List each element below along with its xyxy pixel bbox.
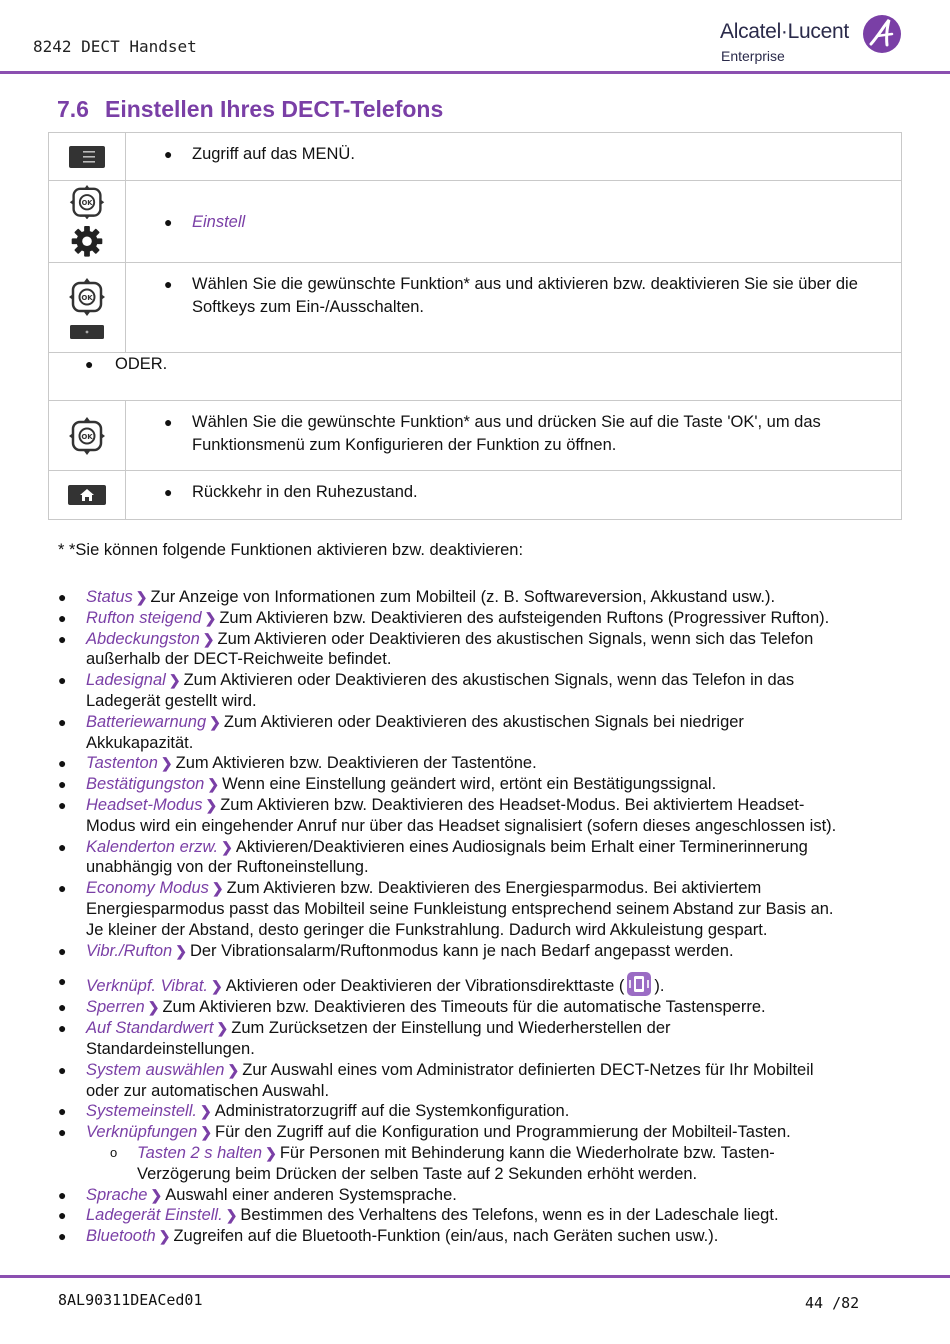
list-item: ● Rufton steigend ❯ Zum Aktivieren bzw. Deaktivieren des aufsteigenden Ruftons (Progressiver Rufton).	[58, 608, 830, 627]
svg-text:OK: OK	[81, 293, 93, 302]
navigator-ok-icon	[67, 185, 107, 219]
list-item: ● Headset-Modus ❯ Zum Aktivieren bzw. Deaktivieren des Headset-Modus. Bei aktiviertem Headset- Modus wird ein eingehender Anruf nur über das Headset signalisiert (sofern dieses angeschlossen ist).	[58, 795, 837, 835]
function-link[interactable]: Economy Modus	[86, 879, 209, 898]
list-subitem: o Tasten 2 s halten ❯ Für Personen mit Behinderung kann die Wiederholrate bzw. Tasten- Verzögerung beim Drücken der selben Taste auf 2 Sekunden erhöht werden.	[110, 1143, 775, 1183]
navigator-ok-icon	[67, 276, 107, 318]
functions-list	[58, 587, 898, 1247]
list-item: ● Auf Standardwert ❯ Zum Zurücksetzen der Einstellung und Wiederherstellen der Standardeinstellungen.	[58, 1019, 671, 1058]
list-item: ● Economy Modus ❯ Zum Aktivieren bzw. Deaktivieren des Energiesparmodus. Bei aktiviertem Energiesparmodus passt das Mobilteil seine Funkleistung entsprechend seinem Abstand zur Basis an. Je kleiner der Abstand, desto geringer die Funkstrahlung. Dadurch wird Akkuleistung gespart.	[58, 879, 834, 939]
function-link[interactable]: Verknüpfungen	[86, 1123, 198, 1142]
function-link[interactable]: Tasten 2 s halten	[137, 1143, 263, 1162]
step-row-home: ● Rückkehr in den Ruhezustand.	[49, 471, 901, 519]
list-item: ● Ladesignal ❯ Zum Aktivieren oder Deaktivieren des akustischen Signals, wenn das Telefon in das Ladegerät gestellt wird.	[58, 671, 795, 710]
document-code: 8AL90311DEACed01	[58, 1291, 203, 1309]
section-heading	[57, 96, 443, 123]
list-item: ● Abdeckungston ❯ Zum Aktivieren oder Deaktivieren des akustischen Signals, wenn sich das Telefon außerhalb der DECT-Reichweite befindet.	[58, 629, 814, 669]
menu-key-icon	[68, 145, 106, 169]
list-item: ● System auswählen ❯ Zur Auswahl eines vom Administrator definierten DECT-Netzes für Ihr Mobilteil oder zur automatischen Auswahl.	[58, 1060, 814, 1100]
function-link[interactable]: System auswählen	[86, 1060, 225, 1079]
list-item: ● Batteriewarnung ❯ Zum Aktivieren oder Deaktivieren des akustischen Signals bei niedriger Akkukapazität.	[58, 712, 744, 752]
softkey-icon	[69, 324, 105, 340]
step-row-settings: OK ● Einstell	[49, 181, 901, 263]
footer-divider	[0, 1275, 950, 1278]
function-link[interactable]: Sperren	[86, 998, 145, 1017]
header-divider	[0, 71, 950, 74]
function-link[interactable]: Kalenderton erzw.	[86, 837, 219, 856]
function-link[interactable]: Vibr./Rufton	[86, 941, 173, 960]
function-link[interactable]: Auf Standardwert	[86, 1019, 214, 1038]
settings-link[interactable]: Einstell	[192, 213, 246, 231]
step-text: Wählen Sie die gewünschte Funktion* aus und aktivieren bzw. deaktivieren Sie sie über die Softkeys zum Ein-/Ausschalten.	[192, 275, 858, 316]
gear-icon	[70, 225, 104, 258]
step-text: Zugriff auf das MENÜ.	[192, 145, 355, 163]
home-key-icon	[67, 484, 107, 506]
logo-subtitle: Enterprise	[721, 48, 785, 64]
function-link[interactable]: Ladegerät Einstell.	[86, 1206, 223, 1225]
step-row-configure: OK ● Wählen Sie die gewünschte Funktion* aus und drücken Sie auf die Taste 'OK', um das Funktionsmenü zum Konfigurieren der Funktion zu öffnen.	[49, 401, 901, 471]
list-item: ● Sprache ❯ Auswahl einer anderen Systemsprache.	[58, 1185, 457, 1204]
list-item: ● Bluetooth ❯ Zugreifen auf die Bluetooth-Funktion (ein/aus, nach Geräten suchen usw.).	[58, 1227, 719, 1246]
step-row-or: ● ODER.	[49, 353, 901, 401]
list-item: ● Vibr./Rufton ❯ Der Vibrationsalarm/Ruftonmodus kann je nach Bedarf angepasst werden.	[58, 941, 734, 960]
list-item: ● Verknüpf. Vibrat. ❯ Aktivieren oder Deaktivieren der Vibrationsdirekttaste ( ).	[58, 973, 665, 996]
svg-text:OK: OK	[81, 199, 93, 208]
function-link[interactable]: Sprache	[86, 1185, 148, 1204]
list-item: ● Status ❯ Zur Anzeige von Informationen zum Mobilteil (z. B. Softwareversion, Akkustand usw.).	[58, 588, 776, 606]
section-title-text: Einstellen Ihres DECT-Telefons	[104, 96, 444, 122]
function-link[interactable]: Systemeinstell.	[86, 1102, 197, 1121]
functions-note: * *Sie können folgende Funktionen aktivieren bzw. deaktivieren:	[58, 541, 524, 559]
list-item: ● Sperren ❯ Zum Aktivieren bzw. Deaktivieren des Timeouts für die automatische Tastensperre.	[58, 998, 766, 1017]
or-label: ODER.	[115, 355, 168, 373]
list-item: ● Bestätigungston ❯ Wenn eine Einstellung geändert wird, ertönt ein Bestätigungssignal.	[58, 775, 717, 794]
vibration-key-icon	[624, 971, 654, 997]
step-text: Wählen Sie die gewünschte Funktion* aus und drücken Sie auf die Taste 'OK', um das Funktionsmenü zum Konfigurieren der Funktion zu öffnen.	[192, 413, 821, 454]
function-link[interactable]: Batteriewarnung	[86, 712, 207, 731]
alcatel-logo-icon	[862, 14, 902, 54]
function-link[interactable]: Status	[86, 588, 133, 606]
function-link[interactable]: Bluetooth	[86, 1227, 156, 1246]
function-link[interactable]: Verknüpf. Vibrat.	[86, 977, 208, 996]
logo-wordmark: Alcatel·Lucent	[720, 20, 849, 43]
list-item: ● Kalenderton erzw. ❯ Aktivieren/Deaktivieren eines Audiosignals beim Erhalt einer Terminerinnerung unabhängig von der Ruftoneinstellung.	[58, 837, 808, 877]
list-item: ● Tastenton ❯ Zum Aktivieren bzw. Deaktivieren der Tastentöne.	[58, 754, 537, 773]
svg-text:OK: OK	[81, 432, 93, 441]
list-item: ● Verknüpfungen ❯ Für den Zugriff auf die Konfiguration und Programmierung der Mobilteil-Tasten.	[58, 1123, 791, 1142]
function-link[interactable]: Headset-Modus	[86, 795, 203, 814]
function-link[interactable]: Bestätigungston	[86, 775, 205, 794]
step-row-toggle: OK ● Wählen Sie die gewünschte Funktion* aus und aktivieren bzw. deaktivieren Sie sie über die Softkeys zum Ein-/Ausschalten.	[49, 263, 901, 353]
page-number: 44 /82	[805, 1294, 860, 1312]
section-number: 7.6	[57, 96, 89, 122]
list-item: ● Systemeinstell. ❯ Administratorzugriff auf die Systemkonfiguration.	[58, 1102, 570, 1121]
function-link[interactable]: Ladesignal	[86, 671, 166, 690]
document-title: 8242 DECT Handset	[33, 37, 197, 56]
step-row-menu: ● Zugriff auf das MENÜ.	[49, 133, 901, 181]
company-logo	[702, 14, 902, 66]
navigator-ok-icon	[67, 415, 107, 457]
list-item: ● Ladegerät Einstell. ❯ Bestimmen des Verhaltens des Telefons, wenn es in der Ladeschale liegt.	[58, 1206, 779, 1225]
function-link[interactable]: Abdeckungston	[86, 629, 200, 648]
step-text: Rückkehr in den Ruhezustand.	[192, 483, 418, 501]
function-link[interactable]: Tastenton	[86, 754, 158, 773]
steps-table	[48, 132, 902, 520]
function-link[interactable]: Rufton steigend	[86, 608, 202, 627]
